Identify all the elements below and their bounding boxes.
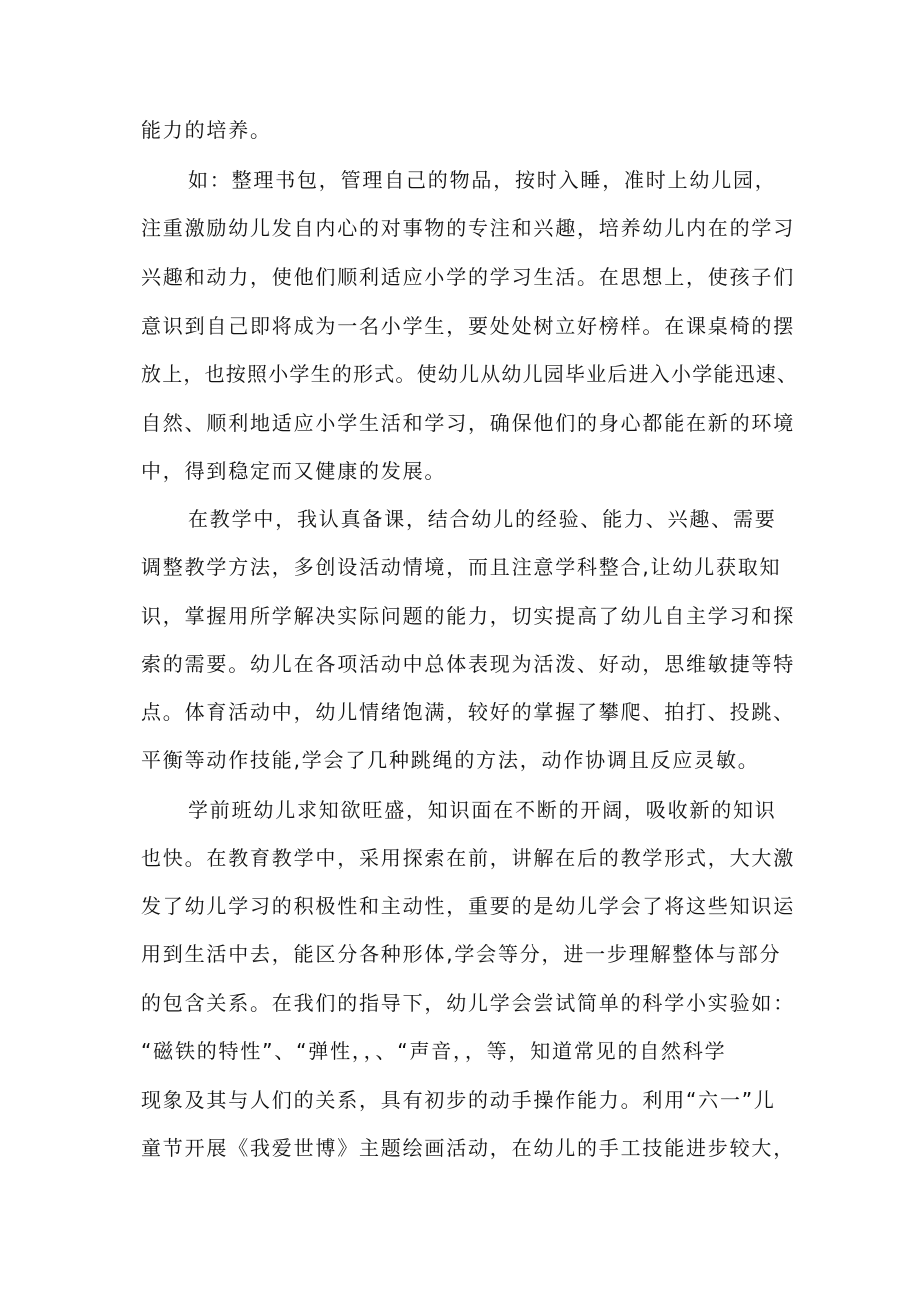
text-line: 学前班幼儿求知欲旺盛，知识面在不断的开阔，吸收新的知识 [188,798,777,822]
text-line: 发了幼儿学习的积极性和主动性，重要的是幼儿学会了将这些知识运 [141,894,795,918]
text-line: 注重激励幼儿发自内心的对事物的专注和兴趣，培养幼儿内在的学习 [141,216,795,240]
text-line: 如：整理书包，管理自己的物品，按时入睡，准时上幼儿园， [188,168,777,192]
text-line: 童节开展《我爱世博》主题绘画活动，在幼儿的手工技能进步较大， [141,1136,795,1160]
text-line: 放上，也按照小学生的形式。使幼儿从幼儿园毕业后进入小学能迅速、 [141,362,799,386]
text-line: 中，得到稳定而又健康的发展。 [141,459,447,483]
text-line: 意识到自己即将成为一名小学生，要处处树立好榜样。在课桌椅的摆 [141,314,795,338]
text-line: 识，掌握用所学解决实际问题的能力，切实提高了幼儿自主学习和探 [141,604,795,628]
text-line: 也快。在教育教学中，采用探索在前，讲解在后的教学形式，大大激 [141,846,795,870]
text-line: 兴趣和动力，使他们顺利适应小学的学习生活。在思想上，使孩子们 [141,265,795,289]
text-line: 自然、顺利地适应小学生活和学习，确保他们的身心都能在新的环境 [141,411,795,435]
text-line: 索的需要。幼儿在各项活动中总体表现为活泼、好动，思维敏捷等特 [141,652,795,676]
text-line: 的包含关系。在我们的指导下，幼儿学会尝试简单的科学小实验如： [141,991,795,1015]
text-line: 用到生活中去，能区分各种形体,学会等分，进一步理解整体与部分 [141,942,782,966]
text-line: 在教学中，我认真备课，结合幼儿的经验、能力、兴趣、需要 [188,507,777,531]
text-line: 调整教学方法，多创设活动情境，而且注意学科整合,让幼儿获取知 [141,555,782,579]
text-line: 能力的培养。 [141,118,272,142]
text-line: 点。体育活动中，幼儿情绪饱满，较好的掌握了攀爬、拍打、投跳、 [141,700,795,724]
text-line: 平衡等动作技能,学会了几种跳绳的方法，动作协调且反应灵敏。 [141,748,760,772]
text-line: “磁铁的特性”、“弹性，，、“声音，，等，知道常见的自然科学 [141,1039,727,1063]
text-line: 现象及其与人们的关系，具有初步的动手操作能力。利用“六一”儿 [141,1088,776,1112]
